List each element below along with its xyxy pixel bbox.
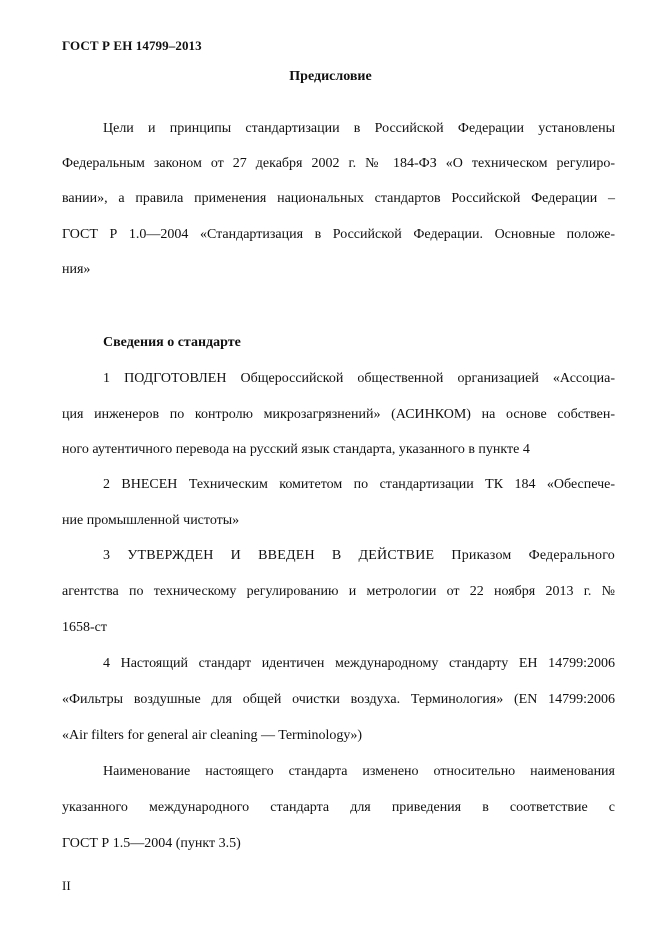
note-line: Наименование настоящего стандарта изменено относительно наименования [103, 764, 615, 779]
preface-line: ния» [62, 262, 91, 277]
section-title: Сведения о стандарте [103, 335, 241, 350]
preface-line: вании», а правила применения национальных стандартов Российской Федерации – [62, 191, 615, 206]
preface-line: Цели и принципы стандартизации в Российской Федерации установлены [103, 121, 615, 136]
item-1-line: 1 ПОДГОТОВЛЕН Общероссийской общественной организацией «Ассоциа- [103, 371, 615, 386]
item-3-line: 1658-ст [62, 620, 107, 635]
preface-line: ГОСТ Р 1.0—2004 «Стандартизация в Российской Федерации. Основные положе- [62, 227, 615, 242]
item-4-line: «Фильтры воздушные для общей очистки воздуха. Терминология» (EN 14799:2006 [62, 692, 615, 707]
item-2-line: 2 ВНЕСЕН Техническим комитетом по стандартизации ТК 184 «Обеспече- [103, 477, 615, 492]
page-number: II [62, 878, 71, 893]
item-1-line: ция инженеров по контролю микрозагрязнений» (АСИНКОМ) на основе собствен- [62, 407, 615, 422]
note-line: указанного международного стандарта для приведения в соответствие с [62, 800, 615, 815]
preface-line: Федеральным законом от 27 декабря 2002 г. № 184-ФЗ «О техническом регулиро- [62, 156, 615, 171]
item-4-line: 4 Настоящий стандарт идентичен международному стандарту ЕН 14799:2006 [103, 656, 615, 671]
item-3-line: агентства по техническому регулированию и метрологии от 22 ноября 2013 г. № [62, 584, 615, 599]
item-4-line: «Air filters for general air cleaning — Terminology») [62, 728, 363, 743]
item-3-line: 3 УТВЕРЖДЕН И ВВЕДЕН В ДЕЙСТВИЕ Приказом Федерального [103, 548, 615, 563]
page-title: Предисловие [289, 69, 372, 84]
note-line: ГОСТ Р 1.5—2004 (пункт 3.5) [62, 836, 241, 851]
document-header: ГОСТ Р ЕН 14799–2013 [62, 38, 202, 53]
item-2-line: ние промышленной чистоты» [62, 513, 240, 528]
item-1-line: ного аутентичного перевода на русский язык стандарта, указанного в пункте 4 [62, 442, 530, 457]
